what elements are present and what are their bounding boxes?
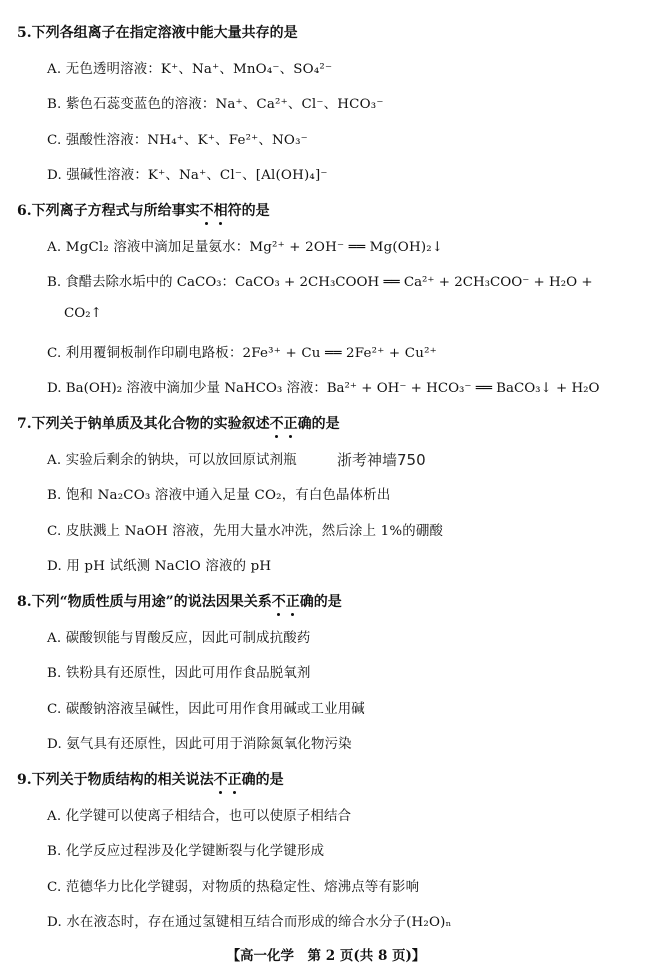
question-5-option-d: D. 强碱性溶液：K⁺、Na⁺、Cl⁻、[Al(OH)₄]⁻ xyxy=(47,168,328,183)
question-8-option-d: D. 氨气具有还原性，因此可用于消除氮氧化物污染 xyxy=(47,737,352,752)
question-9-option-c: C. 范德华力比化学键弱，对物质的热稳定性、熔沸点等有影响 xyxy=(47,880,420,895)
question-7-option-a: A. 实验后剩余的钠块，可以放回原试剂瓶 xyxy=(47,453,297,468)
emphasized-char: 正 xyxy=(286,591,300,611)
question-5-option-c: C. 强酸性溶液：NH₄⁺、K⁺、Fe²⁺、NO₃⁻ xyxy=(47,133,308,148)
question-9-option-d: D. 水在液态时，存在通过氢键相互结合而形成的缔合水分子(H₂O)ₙ xyxy=(47,915,452,930)
question-7-option-d: D. 用 pH 试纸测 NaClO 溶液的 pH xyxy=(47,559,272,574)
question-7-option-b: B. 饱和 Na₂CO₃ 溶液中通入足量 CO₂，有白色晶体析出 xyxy=(47,488,391,503)
question-9-option-a: A. 化学键可以使离子相结合，也可以使原子相结合 xyxy=(47,809,352,824)
question-6-option-b-continued: CO₂↑ xyxy=(64,306,102,321)
question-9-stem: 9.下列关于物质结构的相关说法不正确的是 xyxy=(17,769,284,789)
question-6-option-c: C. 利用覆铜板制作印刷电路板：2Fe³⁺ + Cu ══ 2Fe²⁺ + Cu²⁺ xyxy=(47,346,437,361)
emphasized-char: 不 xyxy=(214,769,228,789)
question-7-stem: 7.下列关于钠单质及其化合物的实验叙述不正确的是 xyxy=(17,413,340,433)
question-6-option-a: A. MgCl₂ 溶液中滴加足量氨水：Mg²⁺ + 2OH⁻ ══ Mg(OH)₂↓ xyxy=(47,240,444,255)
watermark-text: 浙考神墙750 xyxy=(337,451,426,469)
question-7-option-c: C. 皮肤溅上 NaOH 溶液，先用大量水冲洗，然后涂上 1%的硼酸 xyxy=(47,524,444,539)
question-5-option-b: B. 紫色石蕊变蓝色的溶液：Na⁺、Ca²⁺、Cl⁻、HCO₃⁻ xyxy=(47,97,384,112)
emphasized-char: 不 xyxy=(270,413,284,433)
emphasis-dots xyxy=(214,769,242,789)
question-6-stem: 6.下列离子方程式与所给事实不相符的是 xyxy=(17,200,270,220)
emphasis-dots xyxy=(200,200,228,220)
question-8-option-c: C. 碳酸钠溶液呈碱性，因此可用作食用碱或工业用碱 xyxy=(47,702,365,717)
question-5-stem: 5.下列各组离子在指定溶液中能大量共存的是 xyxy=(17,25,298,41)
emphasis-dots xyxy=(270,413,298,433)
question-5-option-a: A. 无色透明溶液：K⁺、Na⁺、MnO₄⁻、SO₄²⁻ xyxy=(47,62,333,77)
question-9-option-b: B. 化学反应过程涉及化学键断裂与化学键形成 xyxy=(47,844,325,859)
emphasized-char: 正 xyxy=(284,413,298,433)
emphasis-dots xyxy=(272,591,300,611)
page-footer: 【高一化学 第 2 页(共 8 页)】 xyxy=(226,948,426,964)
question-8-option-a: A. 碳酸钡能与胃酸反应，因此可制成抗酸药 xyxy=(47,631,311,646)
question-8-option-b: B. 铁粉具有还原性，因此可用作食品脱氧剂 xyxy=(47,666,311,681)
emphasized-char: 相 xyxy=(214,200,228,220)
question-8-stem: 8.下列“物质性质与用途”的说法因果关系不正确的是 xyxy=(17,591,342,611)
emphasized-char: 不 xyxy=(200,200,214,220)
question-6-option-d: D. Ba(OH)₂ 溶液中滴加少量 NaHCO₃ 溶液：Ba²⁺ + OH⁻ + HCO₃⁻ ══ BaCO₃↓ + H₂O xyxy=(47,381,600,396)
emphasized-char: 不 xyxy=(272,591,286,611)
question-6-option-b: B. 食醋去除水垢中的 CaCO₃：CaCO₃ + 2CH₃COOH ══ Ca²⁺ + 2CH₃COO⁻ + H₂O + xyxy=(47,275,593,290)
emphasized-char: 正 xyxy=(228,769,242,789)
